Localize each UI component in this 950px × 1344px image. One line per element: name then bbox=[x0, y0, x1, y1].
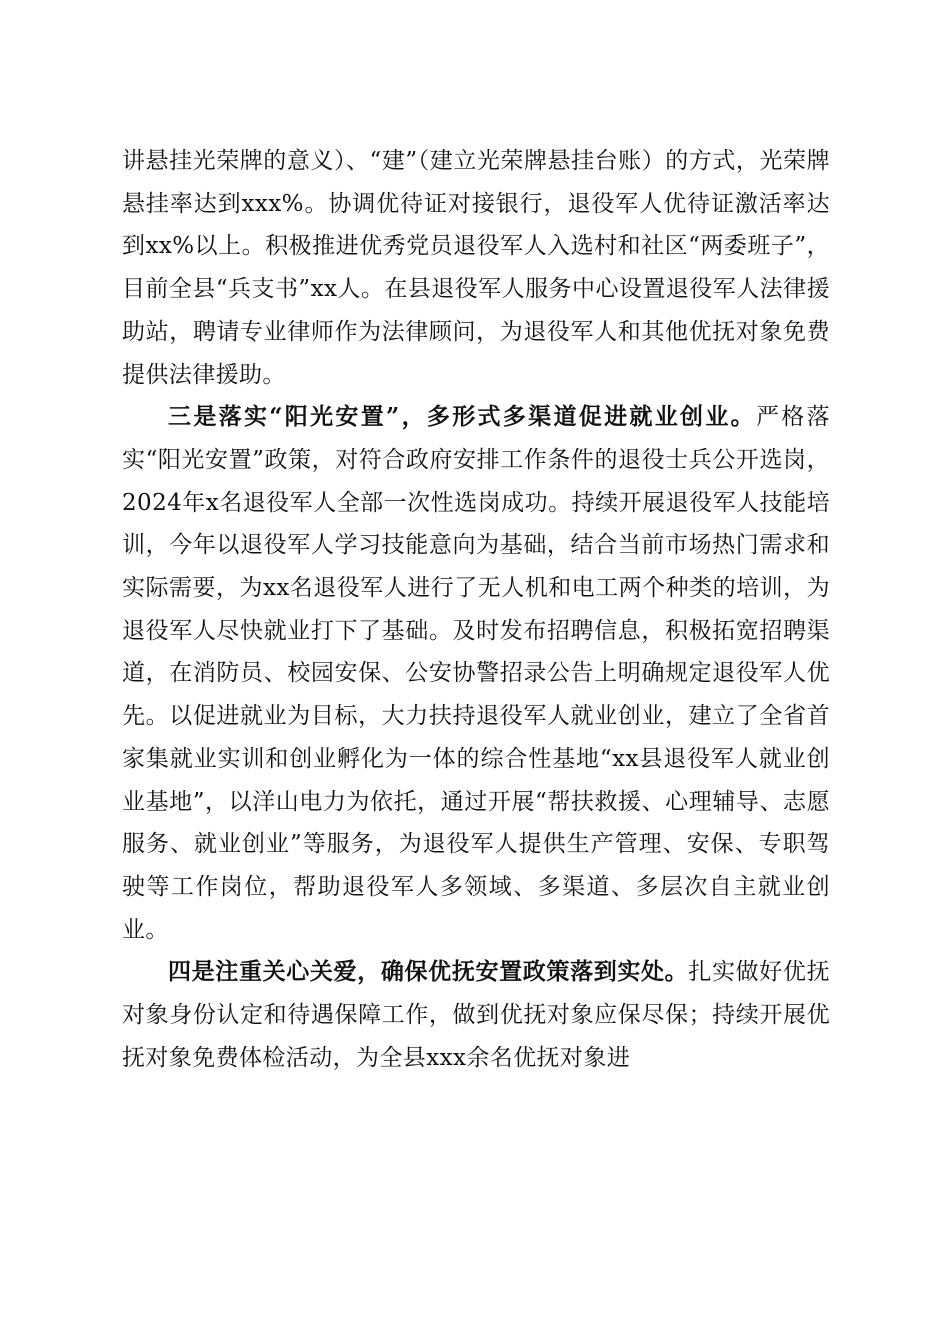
paragraph-employment bbox=[122, 396, 830, 951]
paragraph-heading: 四是注重关心关爱，确保优抚安置政策落到实处。 bbox=[168, 958, 689, 986]
paragraph-care bbox=[122, 951, 830, 1079]
paragraph-heading: 三是落实“阳光安置”，多形式多渠道促进就业创业。 bbox=[168, 403, 756, 431]
document-page bbox=[122, 140, 830, 1079]
paragraph-continuation bbox=[122, 140, 830, 396]
paragraph-text: 严格落实“阳光安置”政策，对符合政府安排工作条件的退役士兵公开选岗，2024年x名退役军人全部一次性选岗成功。持续开展退役军人技能培训，今年以退役军人学习技能意向为基础，结合当前市场热门需求和实际需要，为xx名退役军人进行了无人机和电工两个种类的培训，为退役军人尽快就业打下了基础。及时发布招聘信息，积极拓宽招聘渠道，在消防员、校园安保、公安协警招录公告上明确规定退役军人优先。以促进就业为目标，大力扶持退役军人就业创业，建立了全省首家集就业实训和创业孵化为一体的综合性基地“xx县退役军人就业创业基地”，以洋山电力为依托，通过开展“帮扶救援、心理辅导、志愿服务、就业创业”等服务，为退役军人提供生产管理、安保、专职驾驶等工作岗位，帮助退役军人多领域、多渠道、多层次自主就业创业。 bbox=[122, 404, 830, 943]
paragraph-text: 讲悬挂光荣牌的意义）、“建”（建立光荣牌悬挂台账）的方式，光荣牌悬挂率达到xxx%。协调优待证对接银行，退役军人优待证激活率达到xx%以上。积极推进优秀党员退役军人入选村和社区“两委班子”，目前全县“兵支书”xx人。在县退役军人服务中心设置退役军人法律援助站，聘请专业律师作为法律顾问，为退役军人和其他优抚对象免费提供法律援助。 bbox=[122, 148, 830, 388]
paragraph-text: 扎实做好优抚对象身份认定和待遇保障工作，做到优抚对象应保尽保；持续开展优抚对象免费体检活动，为全县xxx余名优抚对象进 bbox=[122, 959, 830, 1071]
